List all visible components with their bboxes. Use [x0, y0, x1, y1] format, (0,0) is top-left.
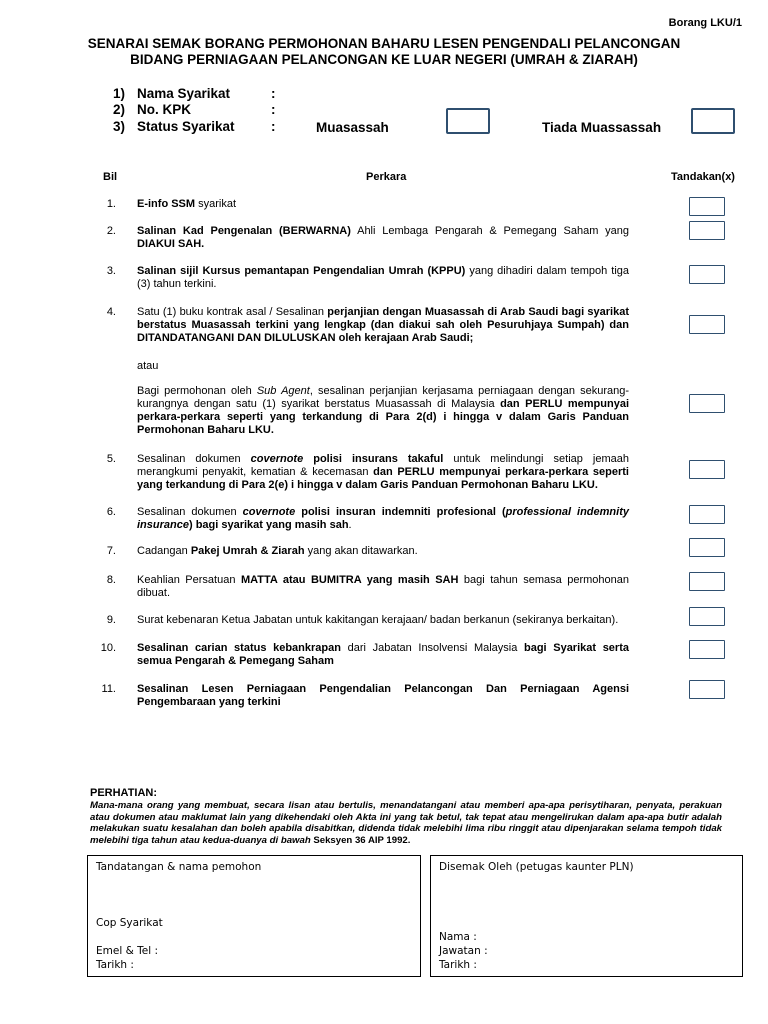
item-text-10: Sesalinan carian status kebankrapan dari Jabatan Insolvensi Malaysia bagi Syarikat serta semua Pengarah & Pemegang Saham — [137, 642, 629, 667]
field-number-1: 1) — [113, 86, 126, 101]
item-checkbox-10[interactable] — [689, 640, 725, 659]
item-checkbox-4b[interactable] — [689, 394, 725, 413]
status-option-tiada-label: Tiada Muassassah — [542, 120, 662, 135]
applicant-signature-label: Tandatangan & nama pemohon — [96, 861, 262, 873]
field-label-kpk-number: No. KPK — [137, 102, 191, 117]
item-checkbox-6[interactable] — [689, 505, 725, 524]
item-number: 5. — [106, 453, 116, 465]
item-4-or-text: atau — [137, 360, 159, 372]
verifier-box[interactable] — [430, 855, 743, 977]
field-colon: : — [271, 86, 276, 101]
item-number: 3. — [106, 265, 116, 277]
column-header-tandakan: Tandakan(x) — [671, 171, 735, 183]
company-stamp-label: Cop Syarikat — [96, 917, 163, 929]
status-option-muasassah-checkbox[interactable] — [446, 108, 490, 134]
item-text-9: Surat kebenaran Ketua Jabatan untuk kakitangan kerajaan/ badan berkanun (sekiranya berkaitan). — [137, 614, 619, 626]
item-number: 6. — [106, 506, 116, 518]
item-checkbox-11[interactable] — [689, 680, 725, 699]
item-text-1: E-info SSM syarikat — [137, 198, 237, 210]
verifier-date-label: Tarikh : — [439, 959, 477, 971]
item-text-4: Satu (1) buku kontrak asal / Sesalinan perjanjian dengan Muasassah di Arab Saudi bagi syarikat berstatus Muasassah terkini yang lengkap (dan diakui sah oleh Pesuruhjaya Sumpah) dan DITANDATANGANI DAN DILULUSKAN oleh kerajaan Arab Saudi; — [137, 306, 629, 344]
item-checkbox-7[interactable] — [689, 538, 725, 557]
item-text-8: Keahlian Persatuan MATTA atau BUMITRA yang masih SAH bagi tahun semasa permohonan dibuat. — [137, 574, 629, 599]
email-phone-label: Emel & Tel : — [96, 945, 158, 957]
verifier-title-label: Disemak Oleh (petugas kaunter PLN) — [439, 861, 634, 873]
column-header-bil: Bil — [103, 171, 118, 183]
item-checkbox-5[interactable] — [689, 460, 725, 479]
form-title-line1: SENARAI SEMAK BORANG PERMOHONAN BAHARU LESEN PENGENDALI PELANCONGAN — [87, 36, 681, 51]
item-text-4b: Bagi permohonan oleh Sub Agent, sesalinan perjanjian kerjasama perniagaan dengan sekurang-kurangnya dengan satu (1) syarikat berstatus Muasassah di Malaysia dan PERLU mempunyai perkara-perkara seperti yang terkandung di Para 2(d) i hingga v dalam Garis Panduan Permohonan Baharu LKU. — [137, 385, 630, 436]
field-number-3: 3) — [113, 119, 126, 134]
item-text-6: Sesalinan dokumen covernote polisi insuran indemniti profesional (professional indemnity insurance) bagi syarikat yang masih sah. — [137, 506, 629, 531]
item-checkbox-2[interactable] — [689, 221, 725, 240]
notice-heading: PERHATIAN: — [90, 787, 158, 799]
form-code: Borang LKU/1 — [668, 17, 742, 29]
item-text-7: Cadangan Pakej Umrah & Ziarah yang akan ditawarkan. — [137, 545, 418, 557]
notice-body: Mana-mana orang yang membuat, secara lisan atau bertulis, menandatangani atau memberi apa-apa perisytiharan, penyata, perakuan atau dokumen atau maklumat lain yang dikehendaki oleh Akta ini yang tak betul, tak tepat atau mengelirukan dalam apa-apa butir adalah melakukan suatu kesalahan dan boleh apabila disabitkan, didenda tidak melebihi lima ribu ringgit atau dipenjarakan selama tempoh tidak melebihi tiga tahun atau kedua-duanya di bawah Seksyen 36 AIP 1992. — [90, 800, 722, 846]
field-colon: : — [271, 102, 276, 117]
item-checkbox-1[interactable] — [689, 197, 725, 216]
item-number: 2. — [106, 225, 116, 237]
item-checkbox-4[interactable] — [689, 315, 725, 334]
verifier-position-label: Jawatan : — [439, 945, 488, 957]
item-number: 7. — [106, 545, 116, 557]
field-colon: : — [271, 119, 276, 134]
applicant-date-label: Tarikh : — [96, 959, 134, 971]
verifier-name-label: Nama : — [439, 931, 477, 943]
item-text-3: Salinan sijil Kursus pemantapan Pengendalian Umrah (KPPU) yang dihadiri dalam tempoh tiga (3) tahun terkini. — [137, 265, 629, 290]
status-option-tiada-checkbox[interactable] — [691, 108, 735, 134]
applicant-signature-box[interactable] — [87, 855, 421, 977]
item-number: 4. — [106, 306, 116, 318]
item-number: 9. — [106, 614, 116, 626]
item-number: 8. — [106, 574, 116, 586]
item-number: 11. — [101, 683, 116, 695]
item-number: 1. — [106, 198, 116, 210]
field-number-2: 2) — [113, 102, 126, 117]
item-number: 10. — [100, 642, 116, 654]
column-header-perkara: Perkara — [366, 171, 407, 183]
item-checkbox-9[interactable] — [689, 607, 725, 626]
item-text-11: Sesalinan Lesen Perniagaan Pengendalian Pelancongan Dan Perniagaan Agensi Pengembaraan yang terkini — [137, 683, 629, 708]
form-title-line2: BIDANG PERNIAGAAN PELANCONGAN KE LUAR NEGERI (UMRAH & ZIARAH) — [130, 52, 638, 67]
item-text-2: Salinan Kad Pengenalan (BERWARNA) Ahli Lembaga Pengarah & Pemegang Saham yang DIAKUI SAH. — [137, 225, 630, 250]
item-checkbox-3[interactable] — [689, 265, 725, 284]
item-checkbox-8[interactable] — [689, 572, 725, 591]
item-text-5: Sesalinan dokumen covernote polisi insurans takaful untuk melindungi setiap jemaah merangkumi penyakit, kematian & kecemasan dan PERLU mempunyai perkara-perkara seperti yang terkandung di Para 2(e) i hingga v dalam Garis Panduan Permohonan Baharu LKU. — [137, 453, 629, 491]
field-label-company-name: Nama Syarikat — [137, 86, 231, 101]
field-label-company-status: Status Syarikat — [137, 119, 235, 134]
status-option-muasassah-label: Muasassah — [316, 120, 389, 135]
